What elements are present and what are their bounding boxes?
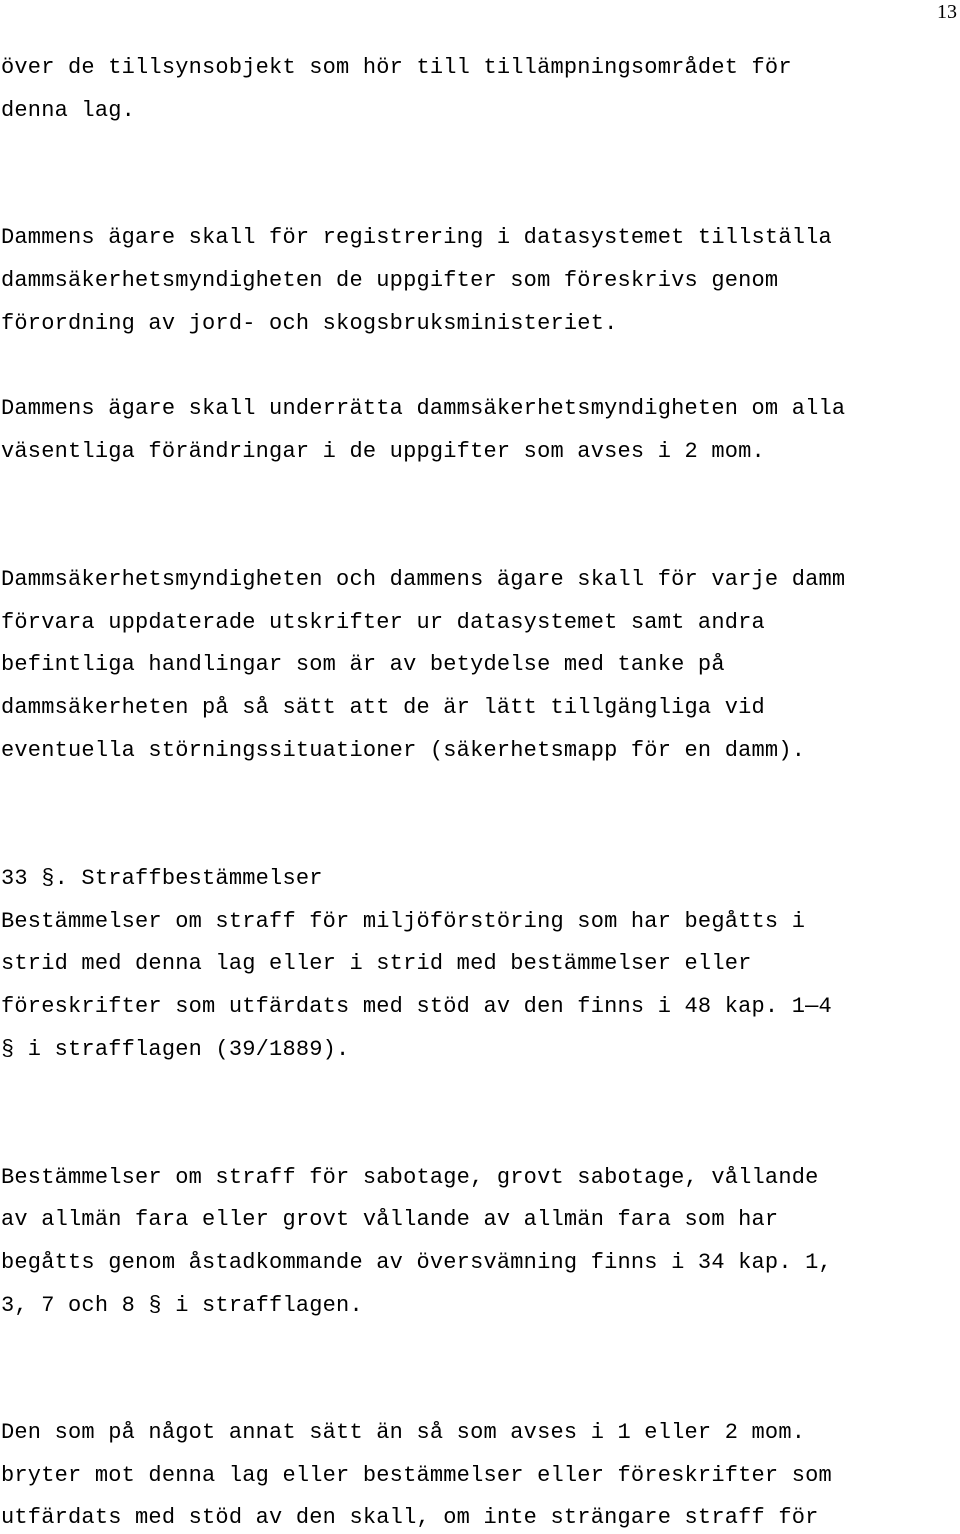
text-line: bryter mot denna lag eller bestämmelser eller föreskrifter som — [1, 1463, 832, 1488]
text-line: 3, 7 och 8 § i strafflagen. — [1, 1293, 363, 1318]
text-line: Den som på något annat sätt än så som avses i 1 eller 2 mom. — [1, 1420, 806, 1445]
text-line: Bestämmelser om straff för sabotage, grovt sabotage, vållande — [1, 1165, 819, 1190]
text-line: Bestämmelser om straff för miljöförstöring som har begåtts i — [1, 909, 806, 934]
text-line: strid med denna lag eller i strid med bestämmelser eller — [1, 951, 752, 976]
text-line: denna lag. — [1, 98, 136, 123]
text-line: § i strafflagen (39/1889). — [1, 1037, 350, 1062]
text-line: Dammens ägare skall underrätta dammsäkerhetsmyndigheten om alla — [1, 396, 846, 421]
text-line: Dammens ägare skall för registrering i datasystemet tillställa — [1, 225, 832, 250]
text-line: väsentliga förändringar i de uppgifter som avses i 2 mom. — [1, 439, 765, 464]
text-line: Dammsäkerhetsmyndigheten och dammens ägare skall för varje damm — [1, 567, 846, 592]
text-line: dammsäkerheten på så sätt att de är lätt tillgängliga vid — [1, 695, 765, 720]
text-line: förordning av jord- och skogsbruksministeriet. — [1, 311, 618, 336]
text-line: förvara uppdaterade utskrifter ur datasystemet samt andra — [1, 610, 765, 635]
page-number: 13 — [937, 1, 957, 23]
text-line: föreskrifter som utfärdats med stöd av den finns i 48 kap. 1—4 — [1, 994, 832, 1019]
text-line: över de tillsynsobjekt som hör till tillämpningsområdet för — [1, 55, 792, 80]
text-line: dammsäkerhetsmyndigheten de uppgifter som föreskrivs genom — [1, 268, 779, 293]
text-line: av allmän fara eller grovt vållande av allmän fara som har — [1, 1207, 779, 1232]
section-heading: 33 §. Straffbestämmelser — [1, 866, 323, 891]
text-line: begåtts genom åstadkommande av översvämning finns i 34 kap. 1, — [1, 1250, 832, 1275]
text-line: eventuella störningssituationer (säkerhetsmapp för en damm). — [1, 738, 806, 763]
text-line: befintliga handlingar som är av betydelse med tanke på — [1, 652, 725, 677]
text-line: utfärdats med stöd av den skall, om inte strängare straff för — [1, 1505, 819, 1530]
